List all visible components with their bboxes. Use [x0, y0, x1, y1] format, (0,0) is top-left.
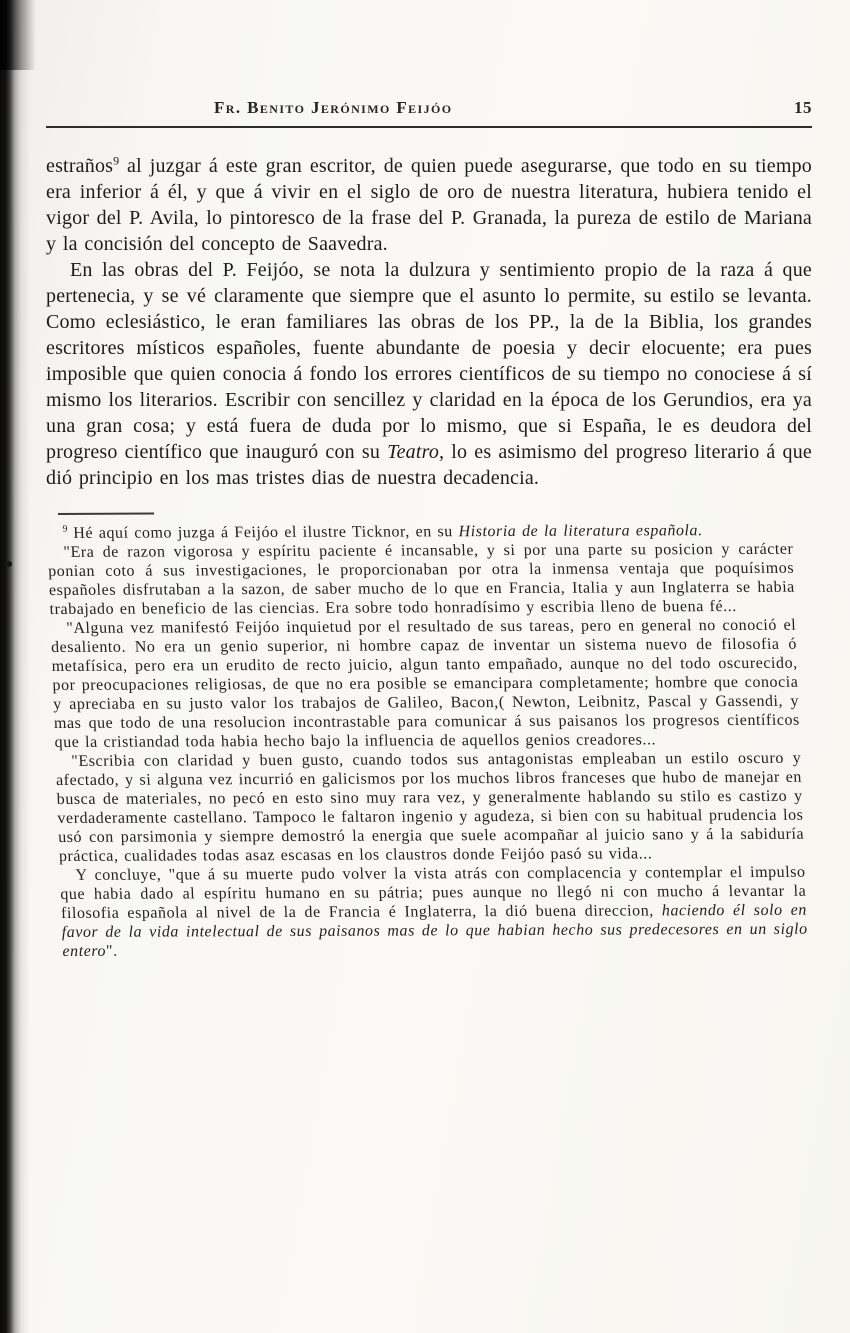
footnote-paragraph-4: "Escribia con claridad y buen gusto, cuando todos sus antagonistas empleaban un estilo oscuro y afectado, y si alguna vez incurrió en galicismos por los muchos libros franceses que hubo de manejar en busca de materiales, no pecó en esto sino muy rara vez, y generalmente hablando su stilo es castizo y verdaderamente castellano. Tampoco le faltaron ingenio y agudeza, si bien con su habitual prudencia los usó con parsimonia y siempre demostró la energia que suele acompañar al juicio sano y á la sabiduría práctica, cualidades todas asaz escasas en los claustros donde Feijóo pasó su vida...: [55, 749, 805, 865]
header-rule: [46, 126, 812, 128]
footnote-section: [46, 510, 829, 961]
page-number: 15: [794, 98, 812, 117]
ink-speck: [7, 561, 12, 567]
footnote-paragraph-2: "Era de razon vigorosa y espíritu paciente é incansable, y si por una parte su posicion y carácter ponian coto á sus investigaciones, le proporcionaban por otra la inmensa ventaja que poquísimos españoles disfrutaban a la sazon, de saber mucho de lo que en Francia, Italia y aun Inglaterra se habia trabajado en beneficio de las ciencias. Era sobre todo honradísimo y escribia lleno de buena fé...: [47, 540, 796, 618]
body-paragraph-2: En las obras del P. Feijóo, se nota la dulzura y sentimiento propio de la raza á que pertenecia, y se vé claramente que siempre que el asunto lo permite, su estilo se levanta. Como eclesiástico, le eran familiares las obras de los PP., la de la Biblia, los grandes escritores místicos españoles, fuente abundante de poesia y decir elocuente; era pues imposible que quien conocia á fondo los errores científicos de su tiempo no conociese á sí mismo los literarios. Escribir con sencillez y claridad en la época de los Gerundios, era ya una gran cosa; y está fuera de duda por lo mismo, que si España, le es deudora del progreso científico que inauguró con su Teatro, lo es asimismo del progreso literario á que dió principio en los mas tristes dias de nuestra decadencia.: [46, 259, 812, 489]
running-head: [46, 98, 812, 118]
footnote-paragraph-1: $^9$ Hé aquí como juzga á Feijóo el ilustre Ticknor, en su Historia de la literatura española.: [62, 521, 703, 542]
body-paragraph-1: estraños$^9$ al juzgar á este gran escritor, de quien puede asegurarse, que todo en su tiempo era inferior á él, y que á vivir en el siglo de oro de nuestra literatura, hubiera tenido el vigor del P. Avila, lo pintoresco de la frase del P. Granada, la pureza de estilo de Mariana y la concisión del concepto de Saavedra.: [46, 153, 812, 255]
main-text: [46, 153, 812, 491]
footnote-paragraph-3: "Alguna vez manifestó Feijóo inquietud por el resultado de sus tareas, pero en general no conoció el desaliento. No era un genio superior, ni hombre capaz de inventar un sistema nuevo de filosofia ó metafísica, pero era un erudito de recto juicio, algun tanto empañado, aunque no del todo oscurecido, por preocupaciones religiosas, de que no era posible se emancipara completamente; hombre que conocia y apreciaba en su justo valor los trabajos de Galileo, Bacon,( Newton, Leibnitz, Pascal y Gassendi, y mas que todo de una resolucion incontrastable para comunicar á sus paisanos los progresos científicos que la cristiandad toda habia hecho bajo la influencia de aquellos genios creadores...: [50, 616, 801, 751]
page-content: [46, 98, 812, 961]
running-title: Fr. Benito Jerónimo Feijóo: [214, 98, 453, 117]
book-spine-shadow: [0, 0, 30, 1333]
footnote-paragraph-5: Y concluye, "que á su muerte pudo volver la vista atrás con complacencia y contemplar el impulso que habia dado al espíritu humano en su pátria; pues aunque no llegó ni con mucho á levantar la filosofia española al nivel de la de Francia é Inglaterra, la dió buena direccion, haciendo él solo en favor de la vida intelectual de sus paisanos mas de lo que habian hecho sus predecesores en un siglo entero".: [59, 863, 808, 960]
footnote-rule: [58, 513, 154, 515]
